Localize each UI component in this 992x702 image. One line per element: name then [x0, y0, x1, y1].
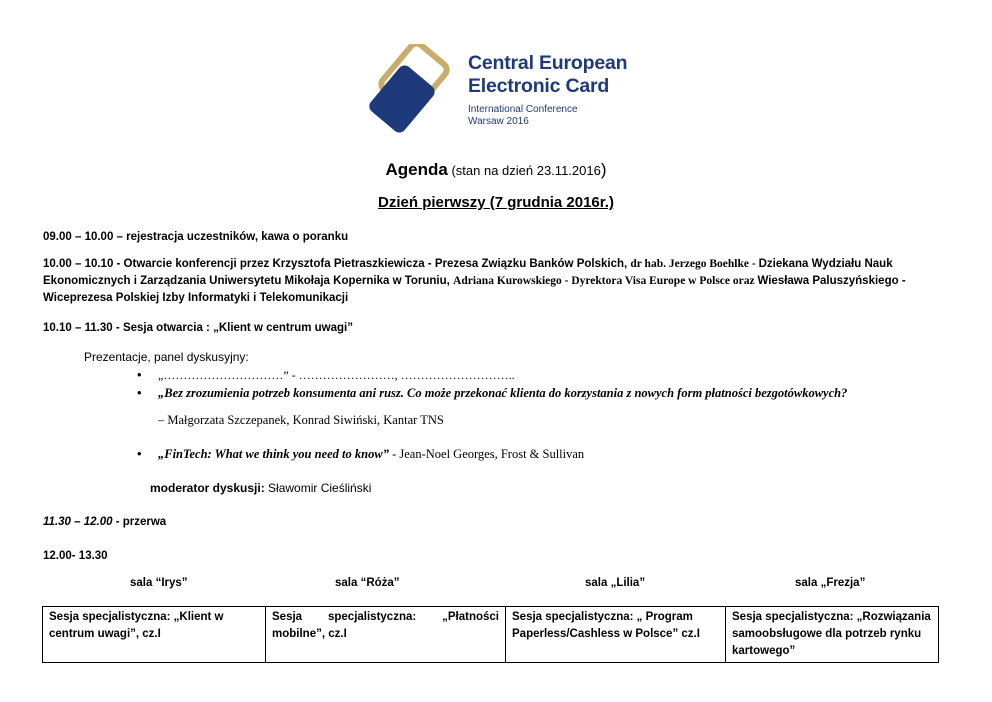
registration-line: 09.00 – 10.00 – rejestracja uczestników, kawa o poranku [43, 231, 349, 243]
break-label: - przerwa [112, 516, 167, 528]
session-open-title: - Sesja otwarcia : „Klient w centrum uwagi” [112, 322, 353, 334]
conference-logo [362, 44, 632, 136]
session-irys: Sesja specjalistyczna: „Klient w centrum uwagi”, cz.I [43, 607, 266, 663]
logo-sub-line2: Warsaw 2016 [468, 116, 529, 127]
agenda-status: stan na dzień 23.11.2016 [455, 163, 601, 178]
bullet-1: „…………………………” - ……………………, ……………………….. [158, 368, 515, 382]
opening-paragraph [43, 256, 948, 307]
parallel-time: 12.00- 13.30 [43, 550, 108, 562]
session-open-time: 10.10 – 11.30 [43, 322, 113, 334]
session-roza: Sesja specjalistyczna: „Płatności mobilne”, cz.I [266, 607, 506, 663]
break-time: 11.30 – 12.00 [43, 516, 113, 528]
moderator-name: Sławomir Cieśliński [264, 481, 372, 495]
bullet-3-title: „FinTech: What we think you need to know” [158, 447, 389, 461]
logo-sub-line1: International Conference [468, 104, 578, 115]
logo-title-line1: Central European [468, 52, 628, 74]
opening-part2: dr hab. Jerzego Boehlke - [630, 258, 759, 270]
room-roza: sala “Róża” [335, 577, 400, 589]
moderator-label: moderator dyskusji: [150, 481, 265, 495]
session-lilia: Sesja specjalistyczna: „ Program Paperless/Cashless w Polsce” cz.I [506, 607, 726, 663]
bullet-2-speakers: – Małgorzata Szczepanek, Konrad Siwiński, Kantar TNS [158, 413, 444, 427]
bullet-3-rest: - Jean-Noel Georges, Frost & Sullivan [388, 447, 585, 461]
day-title: Dzień pierwszy (7 grudnia 2016r.) [378, 194, 614, 211]
table-row [43, 607, 939, 663]
room-frezja: sala „Frezja” [795, 577, 866, 589]
session-open-line [43, 322, 943, 334]
agenda-status-open: ( [447, 163, 456, 178]
opening-part4: Adriana Kurowskiego - Dyrektora Visa Europe w Polsce oraz [453, 275, 758, 287]
bullet-2: „Bez zrozumienia potrzeb konsumenta ani rusz. Co może przekonać klienta do korzystania z nowych form płatności bezgotówkowych? [158, 386, 848, 400]
bullet-3 [158, 447, 584, 462]
presentations-label: Prezentacje, panel dyskusyjny: [84, 350, 249, 364]
room-irys: sala “Irys” [130, 577, 188, 589]
opening-part3: Dziekana Wydziału Nauk Ekonomicznych i Zarządzania Uniwersytetu Mikołaja Kopernika w Toruniu, [43, 258, 893, 287]
agenda-title [0, 160, 992, 180]
session-frezja: Sesja specjalistyczna: „Rozwiązania samoobsługowe dla potrzeb rynku kartowego” [726, 607, 939, 663]
sessions-table [42, 606, 939, 663]
opening-part5: Wiesława Paluszyńskiego - Wiceprezesa Polskiej Izby Informatyki i Telekomunikacji [43, 275, 906, 304]
bullet-dot-3: • [137, 446, 142, 461]
moderator-line [150, 481, 992, 495]
opening-part1: 10.00 – 10.10 - Otwarcie konferencji przez Krzysztofa Pietraszkiewicza - Prezesa Związku Banków Polskich, [43, 258, 631, 270]
agenda-status-close: ) [600, 160, 607, 179]
logo-wordmark [468, 52, 627, 128]
room-lilia: sala „Lilia” [585, 577, 646, 589]
bullet-dot-2: • [137, 385, 142, 400]
logo-title-line2: Electronic Card [468, 75, 610, 97]
agenda-heading: Agenda [385, 160, 448, 179]
card-logo-icon [362, 44, 462, 136]
bullet-dot-1: • [137, 367, 142, 382]
break-line [43, 516, 943, 528]
